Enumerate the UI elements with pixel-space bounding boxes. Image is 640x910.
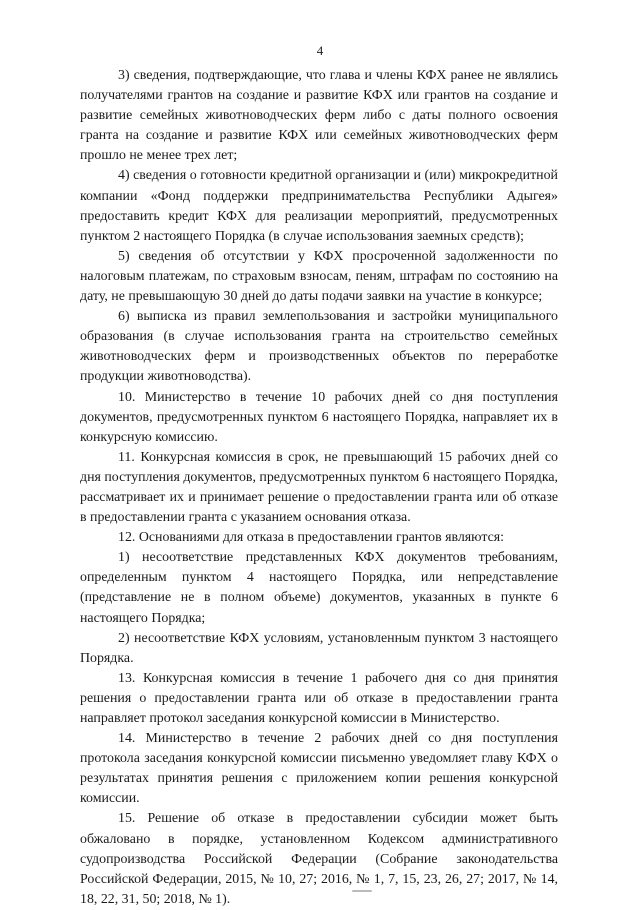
scan-artifact <box>352 890 372 892</box>
paragraph-item-4: 4) сведения о готовности кредитной организации и (или) микрокредитной компании «Фонд поддержки предпринимательства Республики Адыгея» предоставить кредит КФХ для реализации мероприятий, предусмотренных пунктом 2 настоящего Порядка (в случае использования заемных средств); <box>80 168 558 244</box>
page-number: 4 <box>316 43 324 58</box>
paragraph-clause-10: 10. Министерство в течение 10 рабочих дней со дня поступления документов, предусмотренных пунктом 6 настоящего Порядка, направляет их в конкурсную комиссию. <box>80 389 558 445</box>
paragraph-clause-12: 12. Основаниями для отказа в предоставлении грантов являются: <box>118 530 505 546</box>
paragraph-clause-12-item-2: 2) несоответствие КФХ условиям, установленным пунктом 3 настоящего Порядка. <box>80 630 558 666</box>
paragraph-clause-12-item-1: 1) несоответствие представленных КФХ документов требованиям, определенным пунктом 4 настоящего Порядка, или непредставление (представление не в полном объеме) документов, указанных в пункте 6 настоящего Порядка; <box>80 550 558 626</box>
paragraph-item-5: 5) сведения об отсутствии у КФХ просроченной задолженности по налоговым платежам, по страховым взносам, пеням, штрафам по состоянию на дату, не превышающую 30 дней до даты подачи заявки на участие в конкурсе; <box>80 248 558 305</box>
paragraph-clause-14: 14. Министерство в течение 2 рабочих дней со дня поступления протокола заседания конкурсной комиссии письменно уведомляет главу КФХ о результатах принятия решения с приложением копии решения конкурсной комиссии. <box>80 731 558 807</box>
paragraph-clause-15: 15. Решение об отказе в предоставлении субсидии может быть обжаловано в порядке, установленном Кодексом административного судопроизводства Российской Федерации (Собрание законодательства Российской Федерации, 2015, № 10, 27; 2016, № 1, 7, 15, 23, 26, 27; 2017, № 14, 18, 22, 31, 50; 2018, № 1). <box>80 811 558 907</box>
paragraph-item-3: 3) сведения, подтверждающие, что глава и члены КФХ ранее не являлись получателями грантов на создание и развитие КФХ или грантов на создание и развитие семейных животноводческих ферм либо с даты полного освоения гранта на создание и развитие КФХ или семейных животноводческих ферм прошло не менее трех лет; <box>80 68 558 164</box>
paragraph-clause-11: 11. Конкурсная комиссия в срок, не превышающий 15 рабочих дней со дня поступления документов, предусмотренных пунктом 6 настоящего Порядка, рассматривает их и принимает решение о предоставлении гранта или об отказе в предоставлении гранта с указанием основания отказа. <box>80 449 558 526</box>
document-body <box>80 66 558 910</box>
paragraph-item-6: 6) выписка из правил землепользования и застройки муниципального образования (в случае использования гранта на строительство семейных животноводческих ферм и производственных объектов по переработке продукции животноводства). <box>80 309 558 385</box>
paragraph-clause-13: 13. Конкурсная комиссия в течение 1 рабочего дня со дня принятия решения о предоставлении гранта или об отказе в предоставлении гранта направляет протокол заседания конкурсной комиссии в Министерство. <box>80 670 558 726</box>
